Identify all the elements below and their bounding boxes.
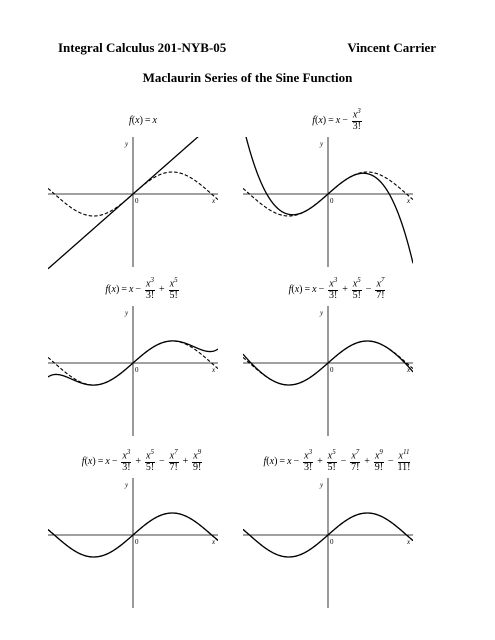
formula-label: f ( x ) = x − $\frac{x^3}{3!}$ + $\frac{x^5}{5!}$ — [105, 275, 178, 301]
formula-label: f ( x ) = x − $\frac{x^3}{3!}$ + $\frac{x^5}{5!}$ − $\frac{x^7}{7!}$ + $\frac{x^9}{9!}$ − $\frac{x^{11}}{11!}$ — [263, 447, 411, 473]
y-axis-label: y — [125, 309, 129, 317]
taylor-polynomial-curve — [48, 137, 200, 269]
taylor-plot-panel — [48, 103, 238, 283]
x-axis-label: x — [212, 538, 216, 546]
y-axis-label: y — [320, 481, 324, 489]
origin-label: 0 — [330, 538, 334, 546]
plot-area — [243, 478, 413, 616]
document-title: Maclaurin Series of the Sine Function — [142, 70, 353, 85]
origin-label: 0 — [330, 366, 334, 374]
formula-label: f ( x ) = x − $\frac{x^3}{3!}$ + $\frac{x^5}{5!}$ − $\frac{x^7}{7!}$ + $\frac{x^9}{9!}$ — [81, 447, 202, 473]
plot-area — [48, 306, 218, 444]
plot-area — [48, 137, 218, 275]
x-axis-label: x — [407, 197, 411, 205]
taylor-plot-panel — [48, 272, 238, 452]
origin-label: 0 — [135, 538, 139, 546]
plot-area — [243, 306, 413, 444]
origin-label: 0 — [330, 197, 334, 205]
x-axis-label: x — [407, 366, 411, 374]
header-author: Vincent Carrier — [347, 40, 436, 55]
taylor-plot-panel — [243, 103, 433, 283]
plot-area — [243, 137, 413, 275]
taylor-plot-panel — [243, 444, 433, 624]
header-course: Integral Calculus 201-NYB-05 — [58, 40, 227, 55]
taylor-plot-panel — [48, 444, 238, 624]
formula-label: f ( x ) = x − $\frac{x^3}{3!}$ — [312, 106, 361, 132]
y-axis-label: y — [125, 140, 129, 148]
x-axis-label: x — [212, 366, 216, 374]
taylor-plot-panel — [243, 272, 433, 452]
x-axis-label: x — [407, 538, 411, 546]
formula-label: f ( x ) = x − $\frac{x^3}{3!}$ + $\frac{x^5}{5!}$ − $\frac{x^7}{7!}$ — [288, 275, 385, 301]
origin-label: 0 — [135, 366, 139, 374]
y-axis-label: y — [320, 140, 324, 148]
y-axis-label: y — [320, 309, 324, 317]
formula-label: f ( x ) = x — [128, 114, 157, 126]
y-axis-label: y — [125, 481, 129, 489]
x-axis-label: x — [212, 197, 216, 205]
origin-label: 0 — [135, 197, 139, 205]
plot-area — [48, 478, 218, 616]
